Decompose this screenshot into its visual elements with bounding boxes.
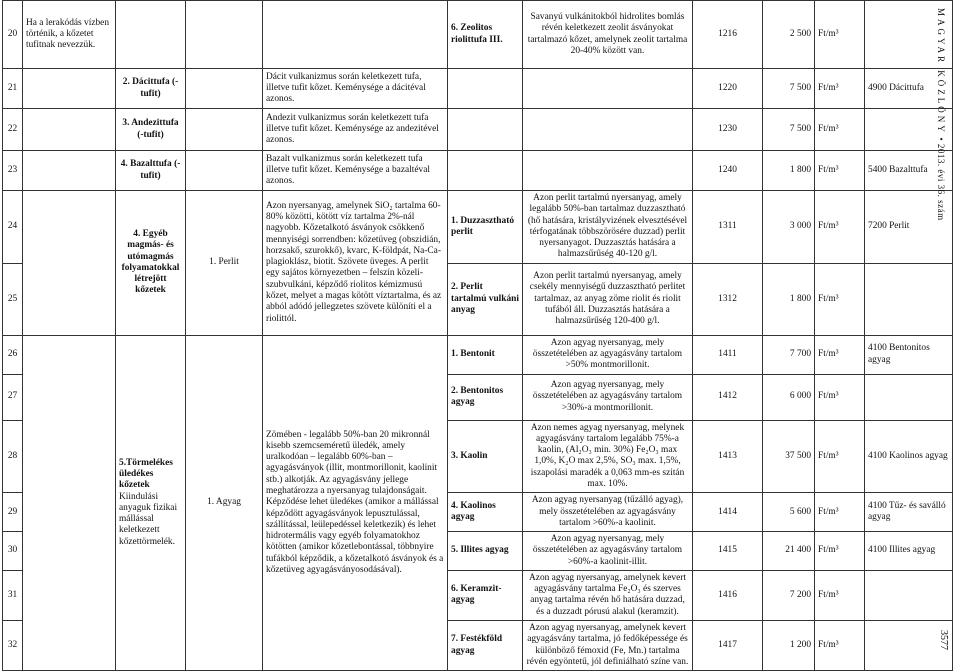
unit-cell: Ft/m³ bbox=[815, 335, 865, 374]
unit-cell: Ft/m³ bbox=[815, 69, 865, 109]
row-number: 31 bbox=[3, 570, 23, 620]
table-row bbox=[3, 109, 953, 151]
unit-cell: Ft/m³ bbox=[815, 191, 865, 264]
subgroup-title: 5.Törmelékes üledékes kőzetek bbox=[119, 457, 173, 491]
subtype-description-cell bbox=[523, 109, 693, 151]
code-cell: 1230 bbox=[693, 109, 763, 151]
subtype-description-cell: Savanyú vulkánitokból hidrolites bomlás révén keletkezett zeolit ásványokat tartalmazó kőzet, amelynek zeolit tartalma 20-40% között van. bbox=[523, 1, 693, 69]
row-number: 20 bbox=[3, 1, 23, 69]
category-cell bbox=[23, 69, 116, 109]
subtype-cell: 3. Kaolin bbox=[448, 420, 523, 493]
subtype-description-cell: Azon agyag nyersanyag, mely összetételében az agyagásvány tartalom >60%-a kaolinit-illit. bbox=[523, 532, 693, 571]
price-cell: 6 000 bbox=[763, 374, 815, 420]
table-row bbox=[3, 335, 953, 374]
page-sidebar bbox=[932, 0, 960, 654]
subtype-cell bbox=[448, 69, 523, 109]
journal-header: MAGYAR KÖZLÖNY • 2013. évi 36. szám bbox=[936, 8, 946, 221]
unit-cell: Ft/m³ bbox=[815, 374, 865, 420]
row-number: 32 bbox=[3, 621, 23, 671]
subtype-cell: 6. Keramzit-agyag bbox=[448, 570, 523, 620]
subtype-description-cell bbox=[523, 151, 693, 191]
code-cell: 1415 bbox=[693, 532, 763, 571]
type-cell bbox=[186, 1, 263, 69]
type-cell bbox=[186, 109, 263, 151]
subtype-description-cell: Azon perlit tartalmú nyersanyag, amely csekély mennyiségű duzzasztható perlitet tartalmaz, az anyag zöme riolit és riolit tufából áll. Duzzasztás hatására a halmazsűrűség 120-400 g/l. bbox=[523, 263, 693, 335]
type-cell bbox=[186, 69, 263, 109]
subtype-description-cell: Azon agyag nyersanyag, amelynek kevert agyagásvány tartalma, jó fedőképessége és különböző fémoxid (Fe, Mn.) tartalma révén egyöntetű, jól definiálható színe van. bbox=[523, 621, 693, 671]
code-cell: 1411 bbox=[693, 335, 763, 374]
row-number: 21 bbox=[3, 69, 23, 109]
category-cell bbox=[23, 335, 116, 670]
price-cell: 2 500 bbox=[763, 1, 815, 69]
price-cell: 7 700 bbox=[763, 335, 815, 374]
row-number: 23 bbox=[3, 151, 23, 191]
row-number: 27 bbox=[3, 374, 23, 420]
table-row bbox=[3, 1, 953, 69]
price-cell: 3 000 bbox=[763, 191, 815, 264]
code-cell: 1311 bbox=[693, 191, 763, 264]
note-cell: 4100 Bentonitos agyag bbox=[865, 335, 953, 374]
row-number: 30 bbox=[3, 532, 23, 571]
description-cell: Azon nyersanyag, amelynek SiO₂ tartalma 60-80% közötti, kötött víz tartalma 2%-nál nagyobb. Kőzetalkotó ásványok csökkenő mennyiségi sorrendben: kőzetüveg (obszidián, horzsakő, szurokkő), kvarc, K-földpát, Na-Ca-plagioklász, biotit. Szövete üveges. A perlit egy sajátos környezetben – felszín közeli-szubvulkáni, képződő riolitos kémizmusú kőzet, melyet a magas kötött víztartalma, és az abból adódó jellegzetes szövete különíti el a riolittól. bbox=[263, 191, 448, 336]
unit-cell: Ft/m³ bbox=[815, 621, 865, 671]
table-row bbox=[3, 191, 953, 264]
type-cell: 1. Perlit bbox=[186, 191, 263, 336]
code-cell: 1216 bbox=[693, 1, 763, 69]
subgroup-cell bbox=[116, 1, 186, 69]
subtype-description-cell: Azon agyag nyersanyag, mely összetételében az agyagásvány tartalom >30%-a montmorillonit. bbox=[523, 374, 693, 420]
subtype-cell: 1. Bentonit bbox=[448, 335, 523, 374]
price-cell: 7 500 bbox=[763, 69, 815, 109]
subtype-cell: 2. Perlit tartalmú vulkáni anyag bbox=[448, 263, 523, 335]
page-number: 3577 bbox=[938, 630, 949, 650]
subgroup-text: Kiindulási anyaguk fizikai mállással keletkezett kőzettörmelék. bbox=[119, 491, 178, 547]
category-cell bbox=[23, 109, 116, 151]
price-cell: 1 200 bbox=[763, 621, 815, 671]
category-cell bbox=[23, 151, 116, 191]
subgroup-cell: 2. Dácittufa (-tufit) bbox=[116, 69, 186, 109]
code-cell: 1240 bbox=[693, 151, 763, 191]
subgroup-cell: 4. Bazalttufa (-tufit) bbox=[116, 151, 186, 191]
code-cell: 1413 bbox=[693, 420, 763, 493]
note-cell: 4100 Tűz- és saválló agyag bbox=[865, 493, 953, 532]
subtype-cell: 1. Duzzasztható perlit bbox=[448, 191, 523, 264]
row-number: 22 bbox=[3, 109, 23, 151]
note-cell: 7200 Perlit bbox=[865, 191, 953, 264]
subtype-cell: 4. Kaolinos agyag bbox=[448, 493, 523, 532]
code-cell: 1417 bbox=[693, 621, 763, 671]
code-cell: 1412 bbox=[693, 374, 763, 420]
row-number: 25 bbox=[3, 263, 23, 335]
price-cell: 37 500 bbox=[763, 420, 815, 493]
description-cell: Bazalt vulkanizmus során keletkezett tufa illetve tufit kőzet. Keménysége a bazaltéval azonos. bbox=[263, 151, 448, 191]
unit-cell: Ft/m³ bbox=[815, 263, 865, 335]
price-cell: 7 200 bbox=[763, 570, 815, 620]
subgroup-cell bbox=[116, 335, 186, 670]
unit-cell: Ft/m³ bbox=[815, 151, 865, 191]
table-row bbox=[3, 151, 953, 191]
note-cell: 4100 Kaolinos agyag bbox=[865, 420, 953, 493]
category-cell bbox=[23, 191, 116, 336]
unit-cell: Ft/m³ bbox=[815, 532, 865, 571]
price-cell: 1 800 bbox=[763, 263, 815, 335]
subtype-cell bbox=[448, 109, 523, 151]
row-number: 29 bbox=[3, 493, 23, 532]
unit-cell: Ft/m³ bbox=[815, 570, 865, 620]
description-cell: Dácit vulkanizmus során keletkezett tufa, illetve tufit kőzet. Keménysége a dácitéval azonos. bbox=[263, 69, 448, 109]
description-cell: Andezit vulkanizmus során keletkezett tufa illetve tufit kőzet. Keménysége az andezitével azonos. bbox=[263, 109, 448, 151]
price-cell: 21 400 bbox=[763, 532, 815, 571]
subtype-cell: 6. Zeolitos riolittufa III. bbox=[448, 1, 523, 69]
subgroup-cell: 3. Andezittufa (-tufit) bbox=[116, 109, 186, 151]
price-cell: 5 600 bbox=[763, 493, 815, 532]
row-number: 26 bbox=[3, 335, 23, 374]
subtype-description-cell: Azon agyag nyersanyag, mely összetételében az agyagásvány tartalom >50% montmorillonit. bbox=[523, 335, 693, 374]
description-cell bbox=[263, 1, 448, 69]
mining-fee-table bbox=[2, 0, 953, 671]
unit-cell: Ft/m³ bbox=[815, 420, 865, 493]
table-row bbox=[3, 69, 953, 109]
subtype-description-cell bbox=[523, 69, 693, 109]
note-cell: 4100 Illites agyag bbox=[865, 532, 953, 571]
code-cell: 1416 bbox=[693, 570, 763, 620]
type-cell: 1. Agyag bbox=[186, 335, 263, 670]
category-cell: Ha a lerakódás vízben történik, a kőzetet tufitnak nevezzük. bbox=[23, 1, 116, 69]
subtype-description-cell: Azon nemes agyag nyersanyag, melynek agyagásvány tartalom legalább 75%-a kaolin, (Al₂O₃ min. 30%) Fe₂O₃ max 1,0%, K₂O max 2,5%, SO₃ max. 1,5%, iszapolási maradék a 0,063 mm-es szitán max. 10%. bbox=[523, 420, 693, 493]
subtype-description-cell: Azon agyag nyersanyag, amelynek kevert agyagásvány tartalma Fe₂O₃ és szerves anyag tartalma révén hő hatására duzzad, és a duzzadt pórusú alakul (keramzit). bbox=[523, 570, 693, 620]
subtype-cell: 2. Bentonitos agyag bbox=[448, 374, 523, 420]
code-cell: 1312 bbox=[693, 263, 763, 335]
unit-cell: Ft/m³ bbox=[815, 1, 865, 69]
row-number: 24 bbox=[3, 191, 23, 264]
note-cell: 4900 Dácittufa bbox=[865, 69, 953, 109]
subtype-cell: 5. Illites agyag bbox=[448, 532, 523, 571]
subgroup-cell: 4. Egyéb magmás- és utómagmás folyamatokkal létrejött kőzetek bbox=[116, 191, 186, 336]
row-number: 28 bbox=[3, 420, 23, 493]
unit-cell: Ft/m³ bbox=[815, 109, 865, 151]
unit-cell: Ft/m³ bbox=[815, 493, 865, 532]
subtype-description-cell: Azon agyag nyersanyag (tűzálló agyag), mely összetételében az agyagásvány tartalom >60%-a kaolinit. bbox=[523, 493, 693, 532]
subtype-cell bbox=[448, 151, 523, 191]
code-cell: 1220 bbox=[693, 69, 763, 109]
code-cell: 1414 bbox=[693, 493, 763, 532]
note-cell: 5400 Bazalttufa bbox=[865, 151, 953, 191]
price-cell: 1 800 bbox=[763, 151, 815, 191]
subtype-description-cell: Azon perlit tartalmú nyersanyag, amely legalább 50%-ban tartalmaz duzzasztható (hő hatására, kristályvizének elvesztésével térfogatának többszörösére duzzad) perlit nyersanyagot. Duzzasztás hatására a halmazsűrűség 40-120 g/l. bbox=[523, 191, 693, 264]
description-cell: Zömében - legalább 50%-ban 20 mikronnál kisebb szemcseméretű üledék, amely uralkodóan – legalább 60%-ban – agyagásványok (illit, montmorillonit, kaolinit stb.) alkotják. Az agyagásvány jellege meghatározza a nyersanyag tulajdonságait. Képződése lehet üledékes (amikor a mállással képződött agyagásványok lepusztulással, szállítással, leülepedéssel keletkezik) és lehet hidrotermális vagy egyéb folyamatokhoz kötötten (amikor kőzetlebontással, többnyire tufákból képződik, a kőzetalkotó ásványok és a kőzetüveg agyagásványosodásával). bbox=[263, 335, 448, 670]
price-cell: 7 500 bbox=[763, 109, 815, 151]
type-cell bbox=[186, 151, 263, 191]
subtype-cell: 7. Festékföld agyag bbox=[448, 621, 523, 671]
